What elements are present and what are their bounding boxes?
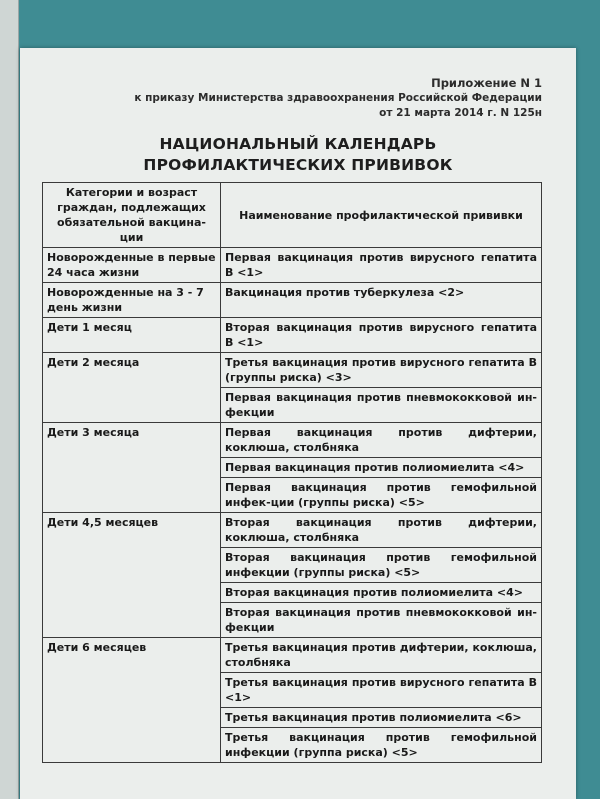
vaccination-cell: Первая вакцинация против гемофильной инфек-ции (группы риска) <5> <box>221 478 542 513</box>
vaccination-cell: Третья вакцинация против вирусного гепатита В (группы риска) <3> <box>221 353 542 388</box>
category-cell: Новорожденные в первые 24 часа жизни <box>43 248 221 283</box>
vaccination-table <box>42 182 542 763</box>
appendix-line-1: Приложение N 1 <box>431 76 542 90</box>
table-row <box>43 248 542 283</box>
table-row <box>43 513 542 548</box>
category-cell: Дети 4,5 месяцев <box>43 513 221 638</box>
table-row <box>43 423 542 458</box>
appendix-line-2: к приказу Министерства здравоохранения Российской Федерации <box>134 92 542 104</box>
table-row <box>43 318 542 353</box>
vaccination-cell: Вторая вакцинация против гемофильной инфекции (группы риска) <5> <box>221 548 542 583</box>
vaccination-cell: Первая вакцинация против полиомиелита <4> <box>221 458 542 478</box>
vaccination-cell: Вторая вакцинация против пневмококковой ин-фекции <box>221 603 542 638</box>
header-vaccination: Наименование профилактической прививки <box>221 183 542 248</box>
vaccination-cell: Первая вакцинация против дифтерии, коклюша, столбняка <box>221 423 542 458</box>
table-row <box>43 353 542 388</box>
vaccination-cell: Третья вакцинация против вирусного гепатита В <1> <box>221 673 542 708</box>
vaccination-cell: Первая вакцинация против пневмококковой ин-фекции <box>221 388 542 423</box>
title-line-1: НАЦИОНАЛЬНЫЙ КАЛЕНДАРЬ <box>159 135 437 153</box>
vaccination-cell: Третья вакцинация против гемофильной инфекции (группа риска) <5> <box>221 728 542 763</box>
vaccination-cell: Вторая вакцинация против полиомиелита <4> <box>221 583 542 603</box>
document-page <box>20 48 576 799</box>
table-row <box>43 638 542 673</box>
background-sheet <box>0 0 19 799</box>
vaccination-cell: Вторая вакцинация против вирусного гепатита В <1> <box>221 318 542 353</box>
vaccination-cell: Первая вакцинация против вирусного гепатита В <1> <box>221 248 542 283</box>
category-cell: Новорожденные на 3 - 7 день жизни <box>43 283 221 318</box>
table-body <box>43 248 542 763</box>
vaccination-cell: Третья вакцинация против дифтерии, коклюша, столбняка <box>221 638 542 673</box>
category-cell: Дети 6 месяцев <box>43 638 221 763</box>
document-title <box>20 134 576 176</box>
title-line-2: ПРОФИЛАКТИЧЕСКИХ ПРИВИВОК <box>143 156 453 174</box>
category-cell: Дети 2 месяца <box>43 353 221 423</box>
appendix-note <box>134 76 542 121</box>
category-cell: Дети 3 месяца <box>43 423 221 513</box>
vaccination-cell: Третья вакцинация против полиомиелита <6> <box>221 708 542 728</box>
header-category: Категории и возраст граждан, подлежащих обязательной вакцина-ции <box>43 183 221 248</box>
table-row <box>43 283 542 318</box>
vaccination-cell: Вакцинация против туберкулеза <2> <box>221 283 542 318</box>
table-header-row <box>43 183 542 248</box>
appendix-line-3: от 21 марта 2014 г. N 125н <box>379 107 542 119</box>
category-cell: Дети 1 месяц <box>43 318 221 353</box>
vaccination-cell: Вторая вакцинация против дифтерии, коклюша, столбняка <box>221 513 542 548</box>
